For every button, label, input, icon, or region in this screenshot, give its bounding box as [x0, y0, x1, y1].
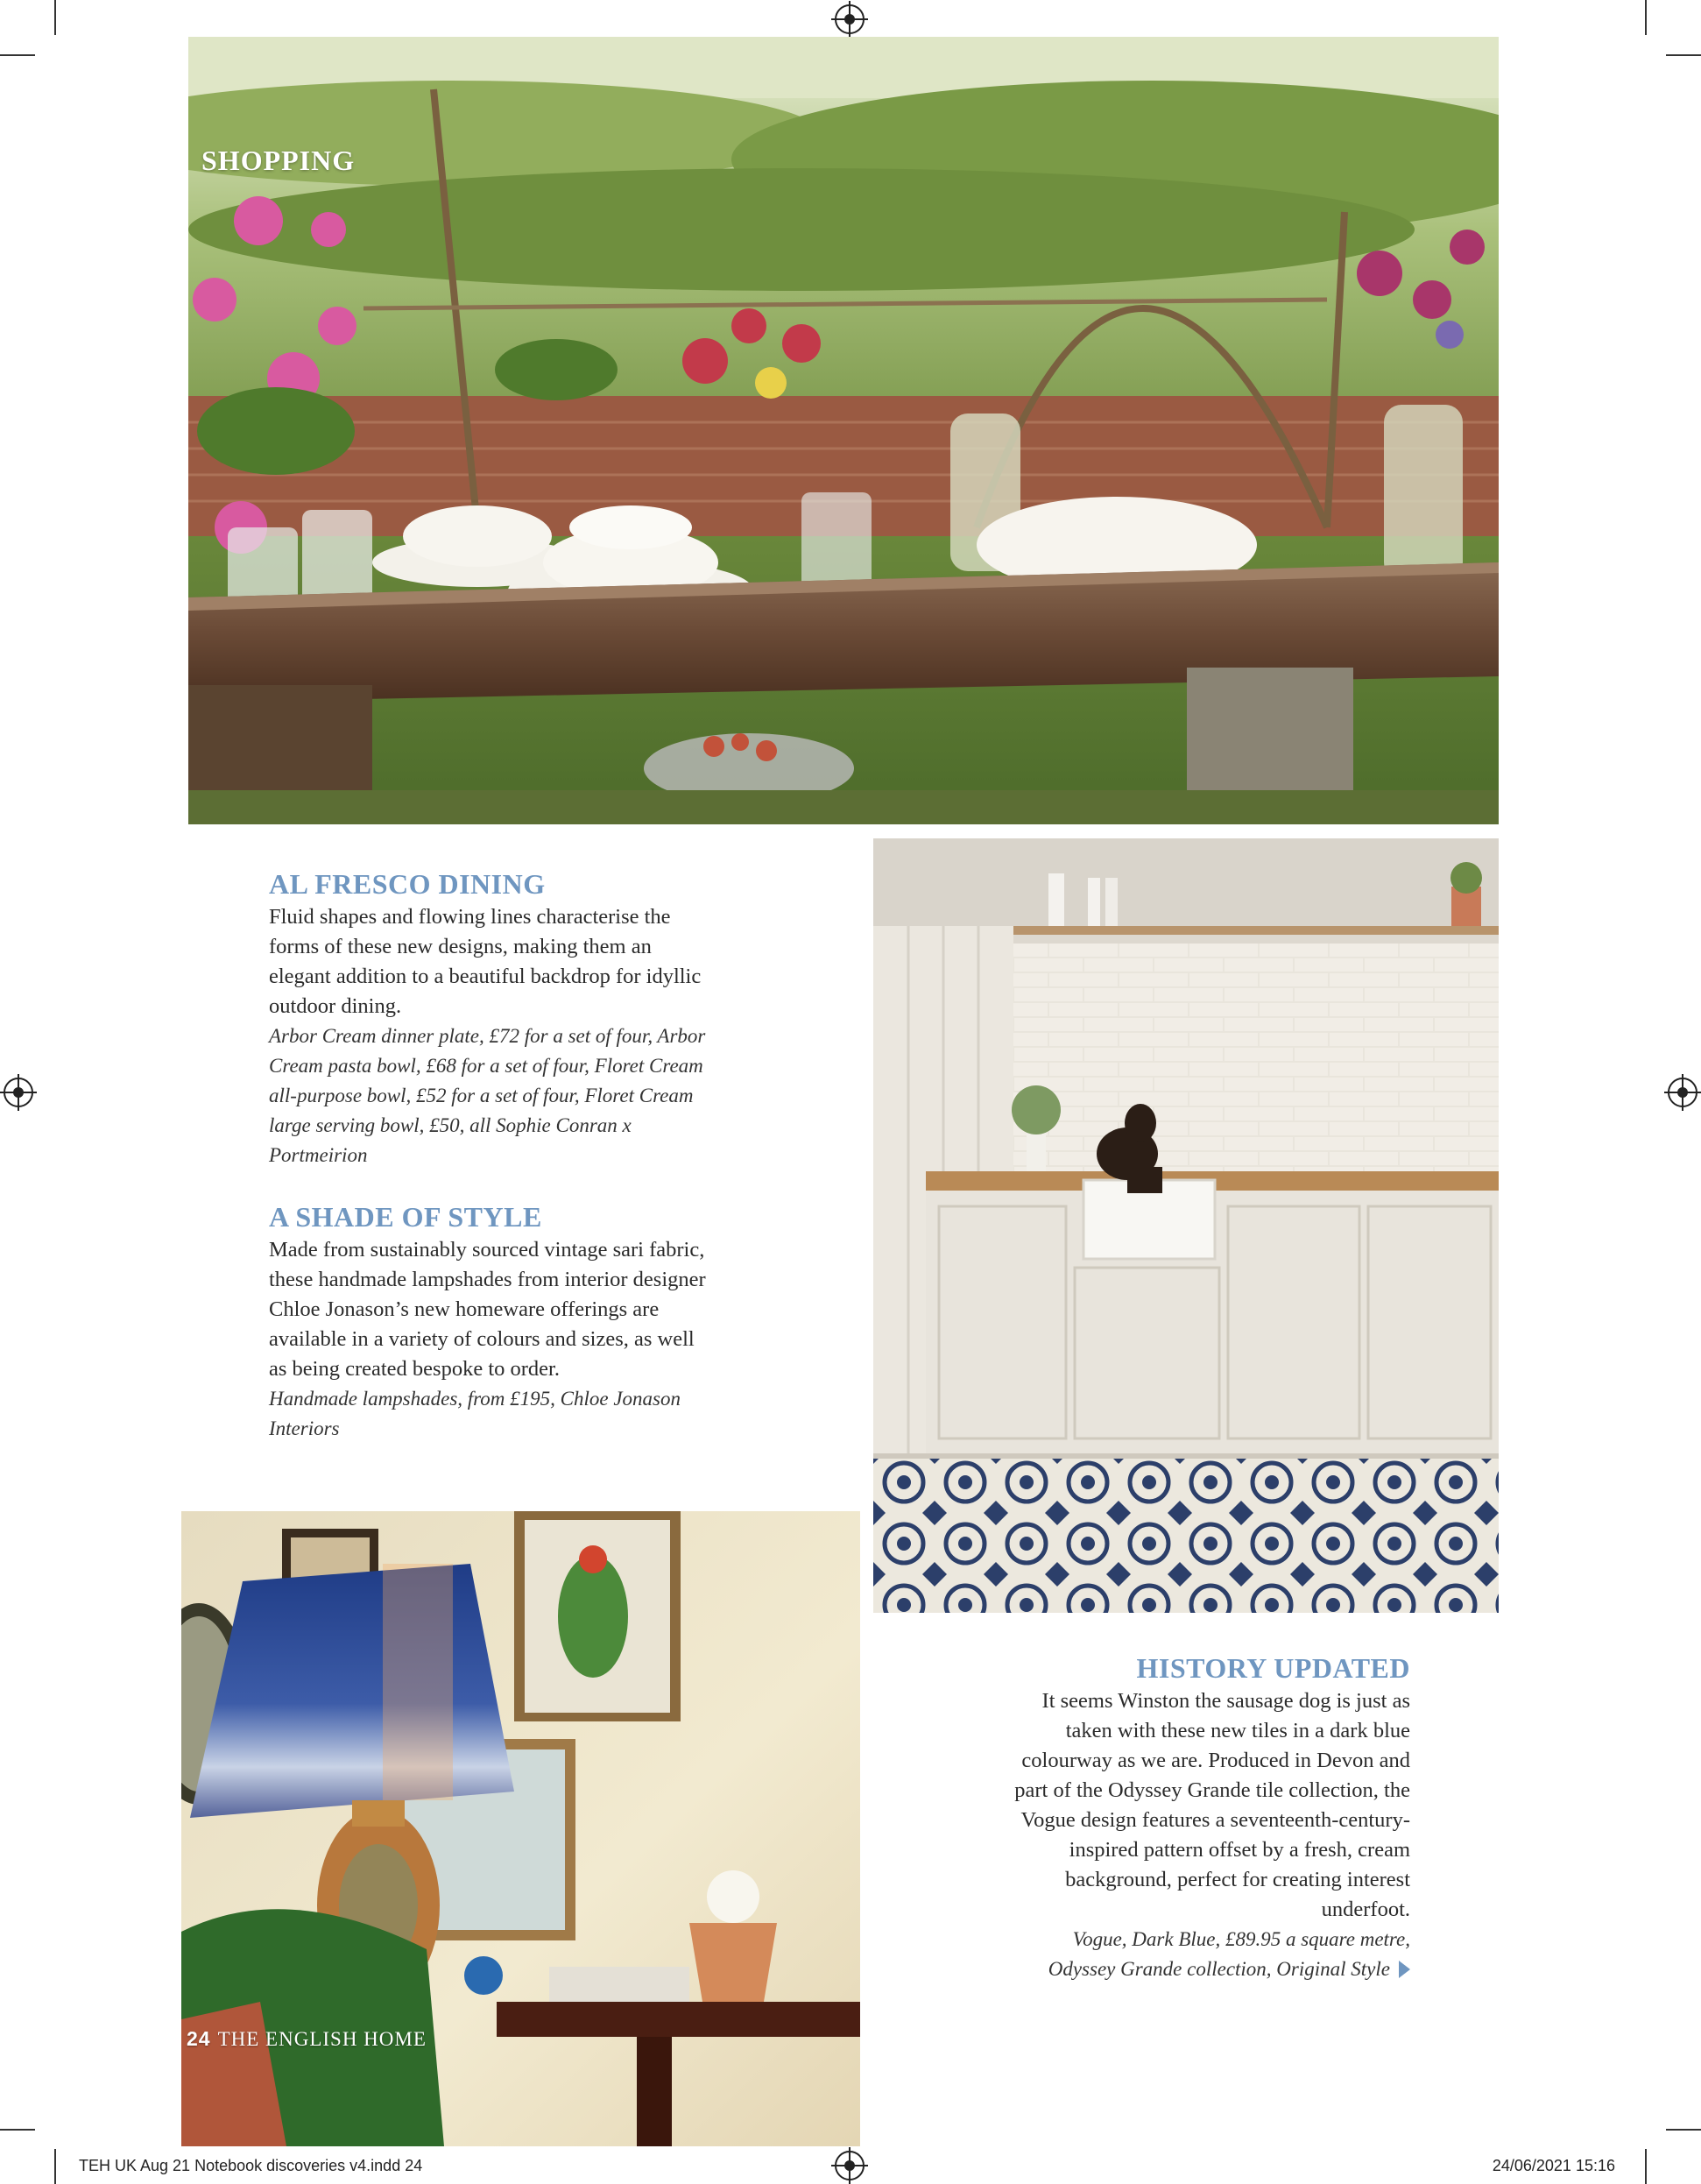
article-al-fresco-dining [269, 867, 707, 1170]
article-credit: Vogue, Dark Blue, £89.95 a square metre, Odyssey Grande collection, Original Style [1048, 1928, 1410, 1980]
article-heading: HISTORY UPDATED [1136, 1652, 1410, 1684]
photo-lampshade-interior [181, 1511, 860, 2146]
article-credit: Arbor Cream dinner plate, £72 for a set of four, Arbor Cream pasta bowl, £68 for a set of four, Floret Cream all-purpose bowl, £52 for a set of four, Floret Cream large serving bowl, £50, all Sophie Conran x Portmeirion [269, 1025, 706, 1166]
crop-mark [54, 2149, 56, 2184]
continue-arrow-icon [1399, 1961, 1410, 1978]
crop-mark [54, 0, 56, 35]
article-heading: A SHADE OF STYLE [269, 1201, 542, 1233]
section-label: SHOPPING [201, 145, 356, 176]
article-body: Fluid shapes and flowing lines characterise the forms of these new designs, making them an elegant addition to a beautiful backdrop for idyllic outdoor dining. [269, 905, 702, 1018]
crop-mark [0, 54, 35, 56]
crop-mark [1666, 54, 1701, 56]
article-credit-row [1007, 1925, 1410, 1984]
article-heading: AL FRESCO DINING [269, 868, 546, 900]
crop-mark [1666, 2129, 1701, 2131]
registration-mark-icon [4, 1078, 33, 1107]
article-a-shade-of-style [269, 1200, 707, 1444]
photo-garden-dining-table [188, 37, 1499, 824]
page-folio [187, 2027, 427, 2051]
slug-datetime: 24/06/2021 15:16 [1492, 2157, 1615, 2174]
article-body: It seems Winston the sausage dog is just as taken with these new tiles in a dark blue colourway as we are. Produced in Devon and part of the Odyssey Grande tile collection, the Vogue design features a seventeenth-century-inspired pattern offset by a fresh, cream background, perfect for creating interest underfoot. [1014, 1689, 1410, 1921]
crop-mark [1645, 2149, 1647, 2184]
article-credit: Handmade lampshades, from £195, Chloe Jonason Interiors [269, 1388, 681, 1439]
registration-mark-icon [835, 4, 865, 34]
photo-kitchen-tiles-dog [873, 838, 1499, 1613]
crop-mark [1645, 0, 1647, 35]
page-number: 24 [187, 2027, 211, 2050]
magazine-name: THE ENGLISH HOME [217, 2028, 427, 2050]
registration-mark-icon [835, 2151, 865, 2180]
slug-filename: TEH UK Aug 21 Notebook discoveries v4.indd 24 [79, 2157, 423, 2174]
registration-mark-icon [1668, 1078, 1697, 1107]
article-history-updated [1007, 1651, 1410, 1984]
article-body: Made from sustainably sourced vintage sari fabric, these handmade lampshades from interior designer Chloe Jonason’s new homeware offerings are available in a variety of colours and sizes, as well as being created bespoke to order. [269, 1238, 706, 1381]
crop-mark [0, 2129, 35, 2131]
